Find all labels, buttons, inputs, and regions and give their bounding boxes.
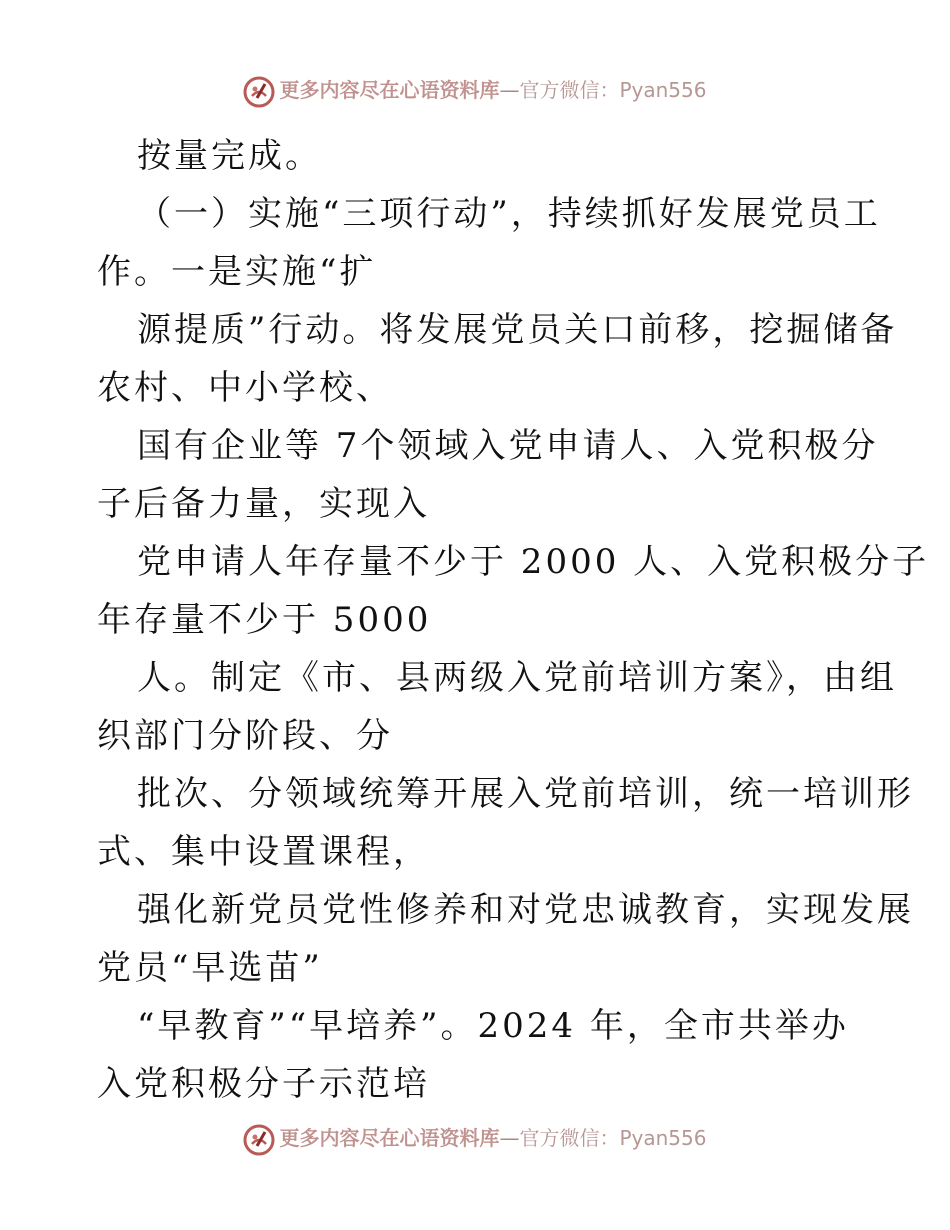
body-line: 农村、中小学校、 (97, 368, 393, 408)
body-line: 子后备力量，实现入 (97, 484, 430, 524)
watermark-suffix-text: 官方微信：Pyan556 (519, 1126, 707, 1150)
body-line: 党员“早选苗” (97, 948, 323, 988)
watermark-separator: — (499, 1126, 520, 1150)
watermark-suffix-text: 官方微信：Pyan556 (519, 78, 707, 102)
body-line: 按量完成。 (137, 136, 322, 176)
body-line: 作。一是实施“扩 (97, 252, 377, 292)
body-line: 年存量不少于 5000 (97, 600, 432, 640)
body-line: （一）实施“三项行动”，持续抓好发展党员工 (137, 194, 881, 234)
body-line: 织部门分阶段、分 (97, 716, 393, 756)
book-pen-logo-icon (243, 1124, 275, 1156)
body-line: 党申请人年存量不少于 2000 人、入党积极分子 (137, 542, 930, 582)
body-line: 式、集中设置课程， (97, 832, 430, 872)
body-line: 入党积极分子示范培 (97, 1064, 430, 1104)
watermark-brand-text: 更多内容尽在心语资料库 (279, 78, 500, 102)
watermark-brand-text: 更多内容尽在心语资料库 (279, 1126, 500, 1150)
body-line: 强化新党员党性修养和对党忠诚教育，实现发展 (137, 890, 914, 930)
body-line: 国有企业等 7个领域入党申请人、入党积极分 (137, 426, 879, 466)
body-line: 源提质”行动。将发展党员关口前移，挖掘储备 (137, 310, 898, 350)
watermark-separator: — (499, 78, 520, 102)
body-line: 人。制定《市、县两级入党前培训方案》，由组 (137, 658, 897, 698)
body-line: “早教育”“早培养”。2024 年，全市共举办 (137, 1006, 849, 1046)
body-line: 批次、分领域统筹开展入党前培训，统一培训形 (137, 774, 914, 814)
footer-watermark (0, 1118, 950, 1158)
